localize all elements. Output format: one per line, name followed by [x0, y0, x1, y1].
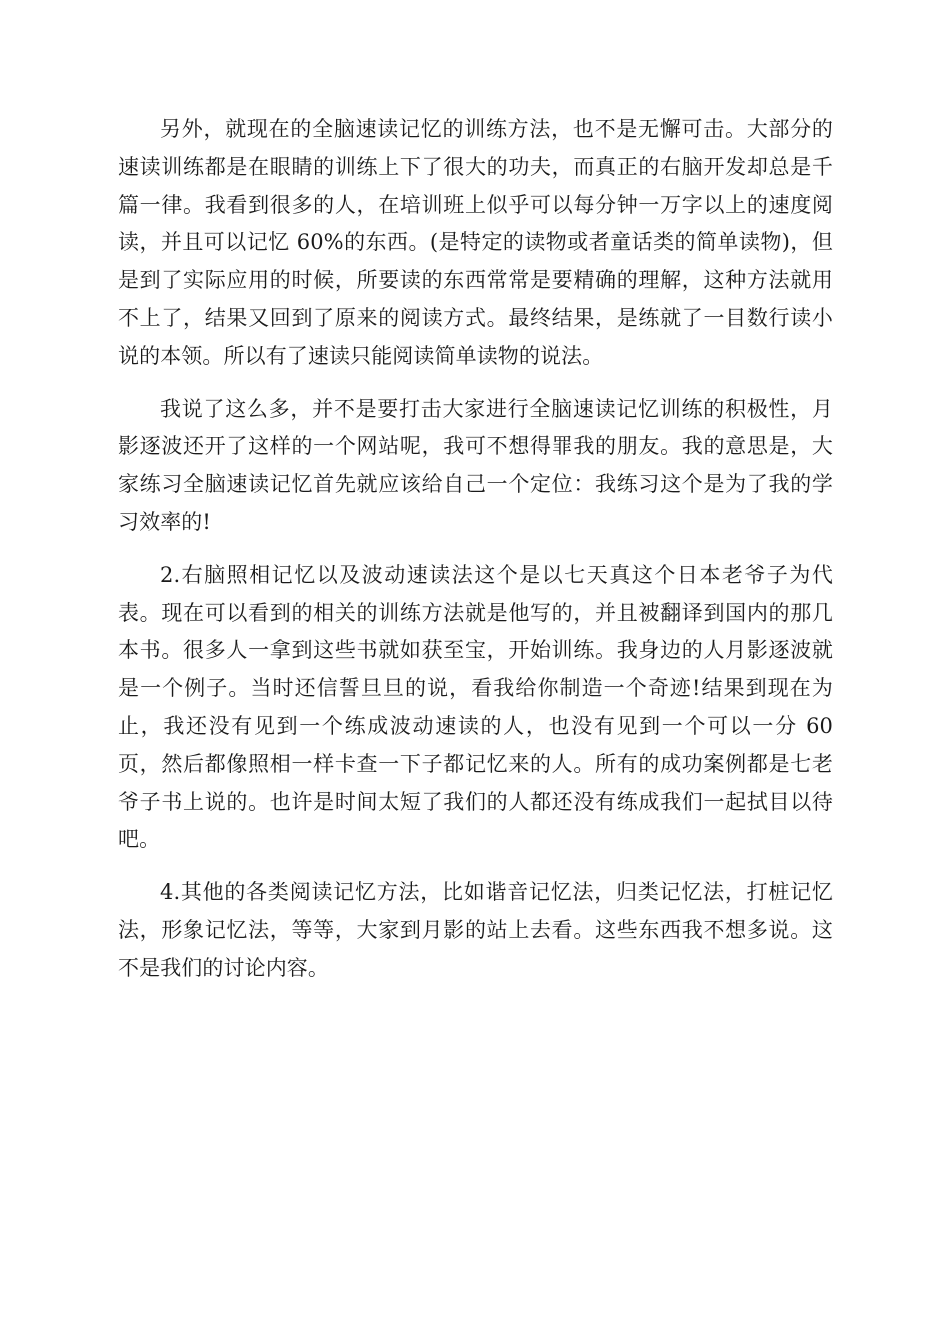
- paragraph-right-brain-photo-memory: 2.右脑照相记忆以及波动速读法这个是以七天真这个日本老爷子为代表。现在可以看到的相关的训练方法就是他写的，并且被翻译到国内的那几本书。很多人一拿到这些书就如获至宝，开始训练。我身边的人月影逐波就是一个例子。当时还信誓旦旦的说，看我给你制造一个奇迹!结果到现在为止，我还没有见到一个练成波动速读的人，也没有见到一个可以一分 60 页，然后都像照相一样卡查一下子都记忆来的人。所有的成功案例都是七老爷子书上说的。也许是时间太短了我们的人都还没有练成我们一起拭目以待吧。: [118, 562, 833, 852]
- paragraph-positioning: 我说了这么多，并不是要打击大家进行全脑速读记忆训练的积极性，月影逐波还开了这样的一个网站呢，我可不想得罪我的朋友。我的意思是，大家练习全脑速读记忆首先就应该给自己一个定位：我练习这个是为了我的学习效率的!: [118, 396, 833, 534]
- paragraph-other-memory-methods: 4.其他的各类阅读记忆方法，比如谐音记忆法，归类记忆法，打桩记忆法，形象记忆法，等等，大家到月影的站上去看。这些东西我不想多说。这不是我们的讨论内容。: [118, 880, 833, 980]
- document-body: [118, 111, 833, 1003]
- paragraph-speed-reading-critique: 另外，就现在的全脑速读记忆的训练方法，也不是无懈可击。大部分的速读训练都是在眼睛的训练上下了很大的功夫，而真正的右脑开发却总是千篇一律。我看到很多的人，在培训班上似乎可以每分钟一万字以上的速度阅读，并且可以记忆 60%的东西。(是特定的读物或者童话类的简单读物)，但是到了实际应用的时候，所要读的东西常常是要精确的理解，这种方法就用不上了，结果又回到了原来的阅读方式。最终结果，是练就了一目数行读小说的本领。所以有了速读只能阅读简单读物的说法。: [118, 117, 833, 368]
